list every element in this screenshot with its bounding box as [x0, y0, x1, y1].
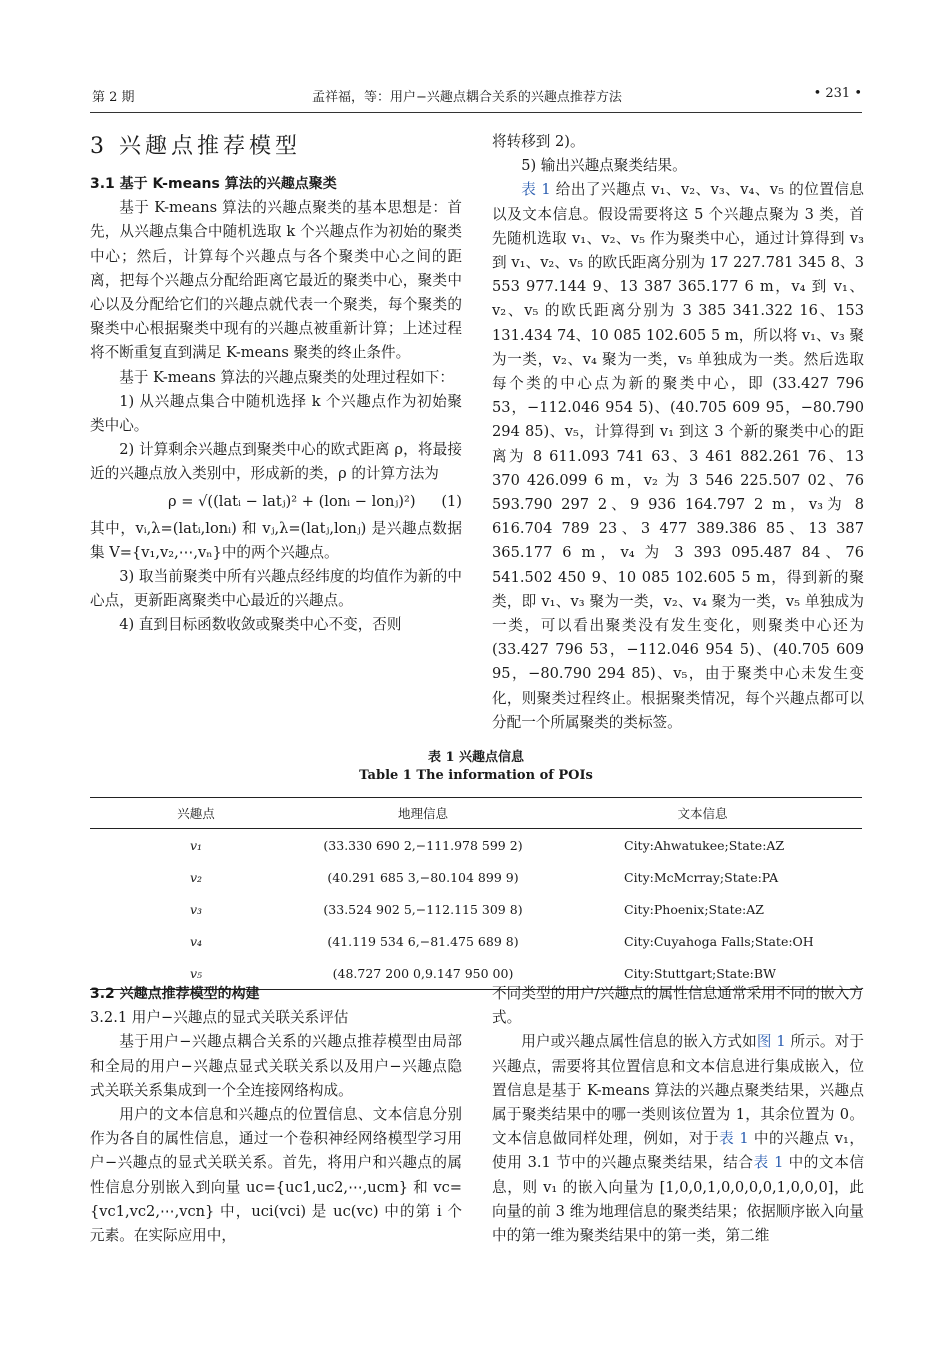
paragraph: 基于 K-means 算法的兴趣点聚类的基本思想是：首先，从兴趣点集合中随机选取 k 个兴趣点作为初始的聚类中心；然后，计算每个兴趣点与各个聚类中心之间的距离，把每个兴趣点分配给距离它最近的聚类中心，聚类中心以及分配给它们的兴趣点就代表一个聚类，每个聚类的聚类中心根据聚类中现有的兴趣点被重新计算；上述过程将不断重复直到满足 K-means 聚类的终止条件。	[90, 199, 462, 362]
table-header-cell: 文本信息	[544, 798, 862, 829]
paragraph: 不同类型的用户/兴趣点的属性信息通常采用不同的嵌入方式。	[492, 985, 864, 1027]
table-cell: v₄	[189, 933, 203, 949]
equation-number: (1)	[441, 492, 462, 510]
table-header-cell: 地理信息	[302, 798, 544, 829]
table-cell: City:Ahwatukee;State:AZ	[624, 837, 785, 853]
subsection-title: 3.2 兴趣点推荐模型的构建	[90, 986, 260, 1002]
table-cell: (40.291 685 3,−80.104 899 9)	[327, 869, 519, 885]
paragraph: 用户或兴趣点属性信息的嵌入方式如图 1 所示。对于兴趣点，需要将其位置信息和文本信息进行集成嵌入，位置信息是基于 K-means 算法的兴趣点聚类结果，兴趣点属于聚类结果中的哪一类则该位置为 1，其余位置为 0。文本信息做同样处理，例如，对于表 1 中的兴趣点 v₁，使用 3.1 节中的兴趣点聚类结果，结合表 1 中的文本信息，则 v₁ 的嵌入向量为 [1,0,0,1,0,0,0,0,1,0,0,0]，此向量的前 3 维为地理信息的聚类结果；依据顺序嵌入向量中的第一维为聚类结果中的第一类，第二维	[492, 1033, 864, 1245]
table-header-row	[90, 798, 862, 829]
table-cell: (33.524 902 5,−112.115 309 8)	[323, 901, 523, 917]
table-row	[90, 829, 862, 862]
table-caption-en: Table 1 The information of POIs	[359, 768, 593, 783]
table-reference-link[interactable]: 表 1	[521, 181, 551, 199]
paragraph: 基于 K-means 算法的兴趣点聚类的处理过程如下：	[119, 368, 454, 386]
table-reference-link[interactable]: 表 1	[753, 1154, 784, 1172]
running-title: 孟祥福，等：用户−兴趣点耦合关系的兴趣点推荐方法	[312, 90, 622, 105]
table-cell: v₃	[189, 901, 203, 917]
table-caption-cn: 表 1 兴趣点信息	[427, 750, 525, 765]
table-row	[90, 893, 862, 925]
table-cell: v₅	[90, 957, 302, 990]
table-cell: (33.330 690 2,−111.978 599 2)	[323, 837, 523, 853]
paragraph: 用户的文本信息和兴趣点的位置信息、文本信息分别作为各自的属性信息，通过一个卷积神经网络模型学习用户−兴趣点的显式关联关系。首先，将用户和兴趣点的属性信息分别嵌入到向量 uc={uc1,uc2,⋯,ucm} 和 vc={vc1,vc2,⋯,vcn} 中，uci(vci) 是 uc(vc) 中的第 i 个元素。在实际应用中，	[90, 1106, 462, 1245]
section-title: 3 兴趣点推荐模型	[90, 134, 301, 159]
step-5: 5) 输出兴趣点聚类结果。	[521, 157, 687, 175]
table-cell: v₂	[189, 869, 203, 885]
table-row	[90, 925, 862, 957]
paragraph: 表 1 给出了兴趣点 v₁、v₂、v₃、v₄、v₅ 的位置信息以及文本信息。假设需要将这 5 个兴趣点聚为 3 类，首先随机选取 v₁、v₂、v₅ 作为聚类中心，通过计算得到 v₃ 到 v₁、v₂、v₅ 的欧氏距离分别为 17 227.781 345 8、3 553 977.144 9、13 387 365.177 6 m，v₄ 到 v₁、v₂、v₅ 的欧氏距离分别为 3 385 341.322 16、153 131.434 74、10 085 102.605 5 m，所以将 v₁、v₃ 聚为一类，v₂、v₄ 聚为一类，v₅ 单独成为一类。然后选取每个类的中心点为新的聚类中心，即 (33.427 796 53，−112.046 954 5)、(40.705 609 95，−80.790 294 85)、v₅，计算得到 v₁ 到这 3 个新的聚类中心的距离为 8 611.093 741 63、3 461 882.261 76、13 370 426.099 6 m，v₂ 为 3 546 225.507 02、76 593.790 297 2、9 936 164.797 2 m，v₃为 8 616.704 789 23、3 477 389.386 85、13 387 365.177 6 m，v₄ 为 3 393 095.487 84、76 541.502 450 9、10 085 102.605 5 m，得到新的聚类，即 v₁、v₃ 聚为一类，v₂、v₄ 聚为一类，v₅ 单独成为一类，可以看出聚类没有发生变化，则聚类中心还为 (33.427 796 53，−112.046 954 5)、(40.705 609 95，−80.790 294 85)、v₅，由于聚类中心未发生变化，则聚类过程终止。根据聚类情况，每个兴趣点都可以分配一个所属聚类的类标签。	[492, 181, 864, 731]
step-2: 2) 计算剩余兴趣点到聚类中心的欧式距离 ρ，将最接近的兴趣点放入类别中，形成新的类，ρ 的计算方法为	[90, 441, 462, 483]
table-cell: City:Stuttgart;State:BW	[544, 957, 862, 990]
table-cell: City:Phoenix;State:AZ	[624, 901, 764, 917]
step-1: 1) 从兴趣点集合中随机选择 k 个兴趣点作为初始聚类中心。	[90, 392, 462, 435]
equation-formula: ρ = √((latᵢ − latⱼ)² + (lonᵢ − lonⱼ)²)	[168, 492, 416, 510]
header-rule	[90, 112, 862, 113]
paragraph: 基于用户−兴趣点耦合关系的兴趣点推荐模型由局部和全局的用户−兴趣点显式关联关系以及用户−兴趣点隐式关联关系集成到一个全连接网络构成。	[90, 1033, 462, 1099]
poi-table	[90, 797, 862, 990]
left-column-top	[90, 130, 462, 638]
subsection-title: 3.1 基于 K-means 算法的兴趣点聚类	[90, 176, 337, 192]
table-row	[90, 861, 862, 893]
figure-reference-link[interactable]: 图 1	[756, 1033, 786, 1051]
table-cell: City:McMcrray;State:PA	[624, 869, 779, 885]
right-column-top	[492, 130, 864, 735]
page-number: • 231 •	[813, 86, 862, 101]
right-column-bottom	[492, 982, 864, 1248]
table-reference-link[interactable]: 表 1	[719, 1130, 749, 1148]
table-cell: (48.727 200 0,9.147 950 00)	[302, 957, 544, 990]
left-column-bottom	[90, 982, 462, 1248]
table-header-cell: 兴趣点	[90, 798, 302, 829]
paragraph: 其中，vᵢ,λ=(latᵢ,lonᵢ) 和 vⱼ,λ=(latⱼ,lonⱼ) 是兴趣点数据集 V={v₁,v₂,⋯,vₙ}中的两个兴趣点。	[90, 519, 462, 561]
equation-1	[90, 487, 462, 517]
table-cell: v₁	[189, 837, 203, 853]
running-header	[92, 86, 862, 110]
table-cell: (41.119 534 6,−81.475 689 8)	[327, 933, 519, 949]
paragraph: 将转移到 2)。	[492, 133, 585, 150]
step-3: 3) 取当前聚类中所有兴趣点经纬度的均值作为新的中心点，更新距离聚类中心最近的兴趣点。	[90, 568, 462, 610]
subsubsection-title: 3.2.1 用户−兴趣点的显式关联关系评估	[90, 1009, 349, 1027]
table-cell: City:Cuyahoga Falls;State:OH	[624, 933, 814, 949]
step-4: 4) 直到目标函数收敛或聚类中心不变，否则	[119, 616, 402, 634]
issue-number: 第 2 期	[92, 90, 135, 105]
